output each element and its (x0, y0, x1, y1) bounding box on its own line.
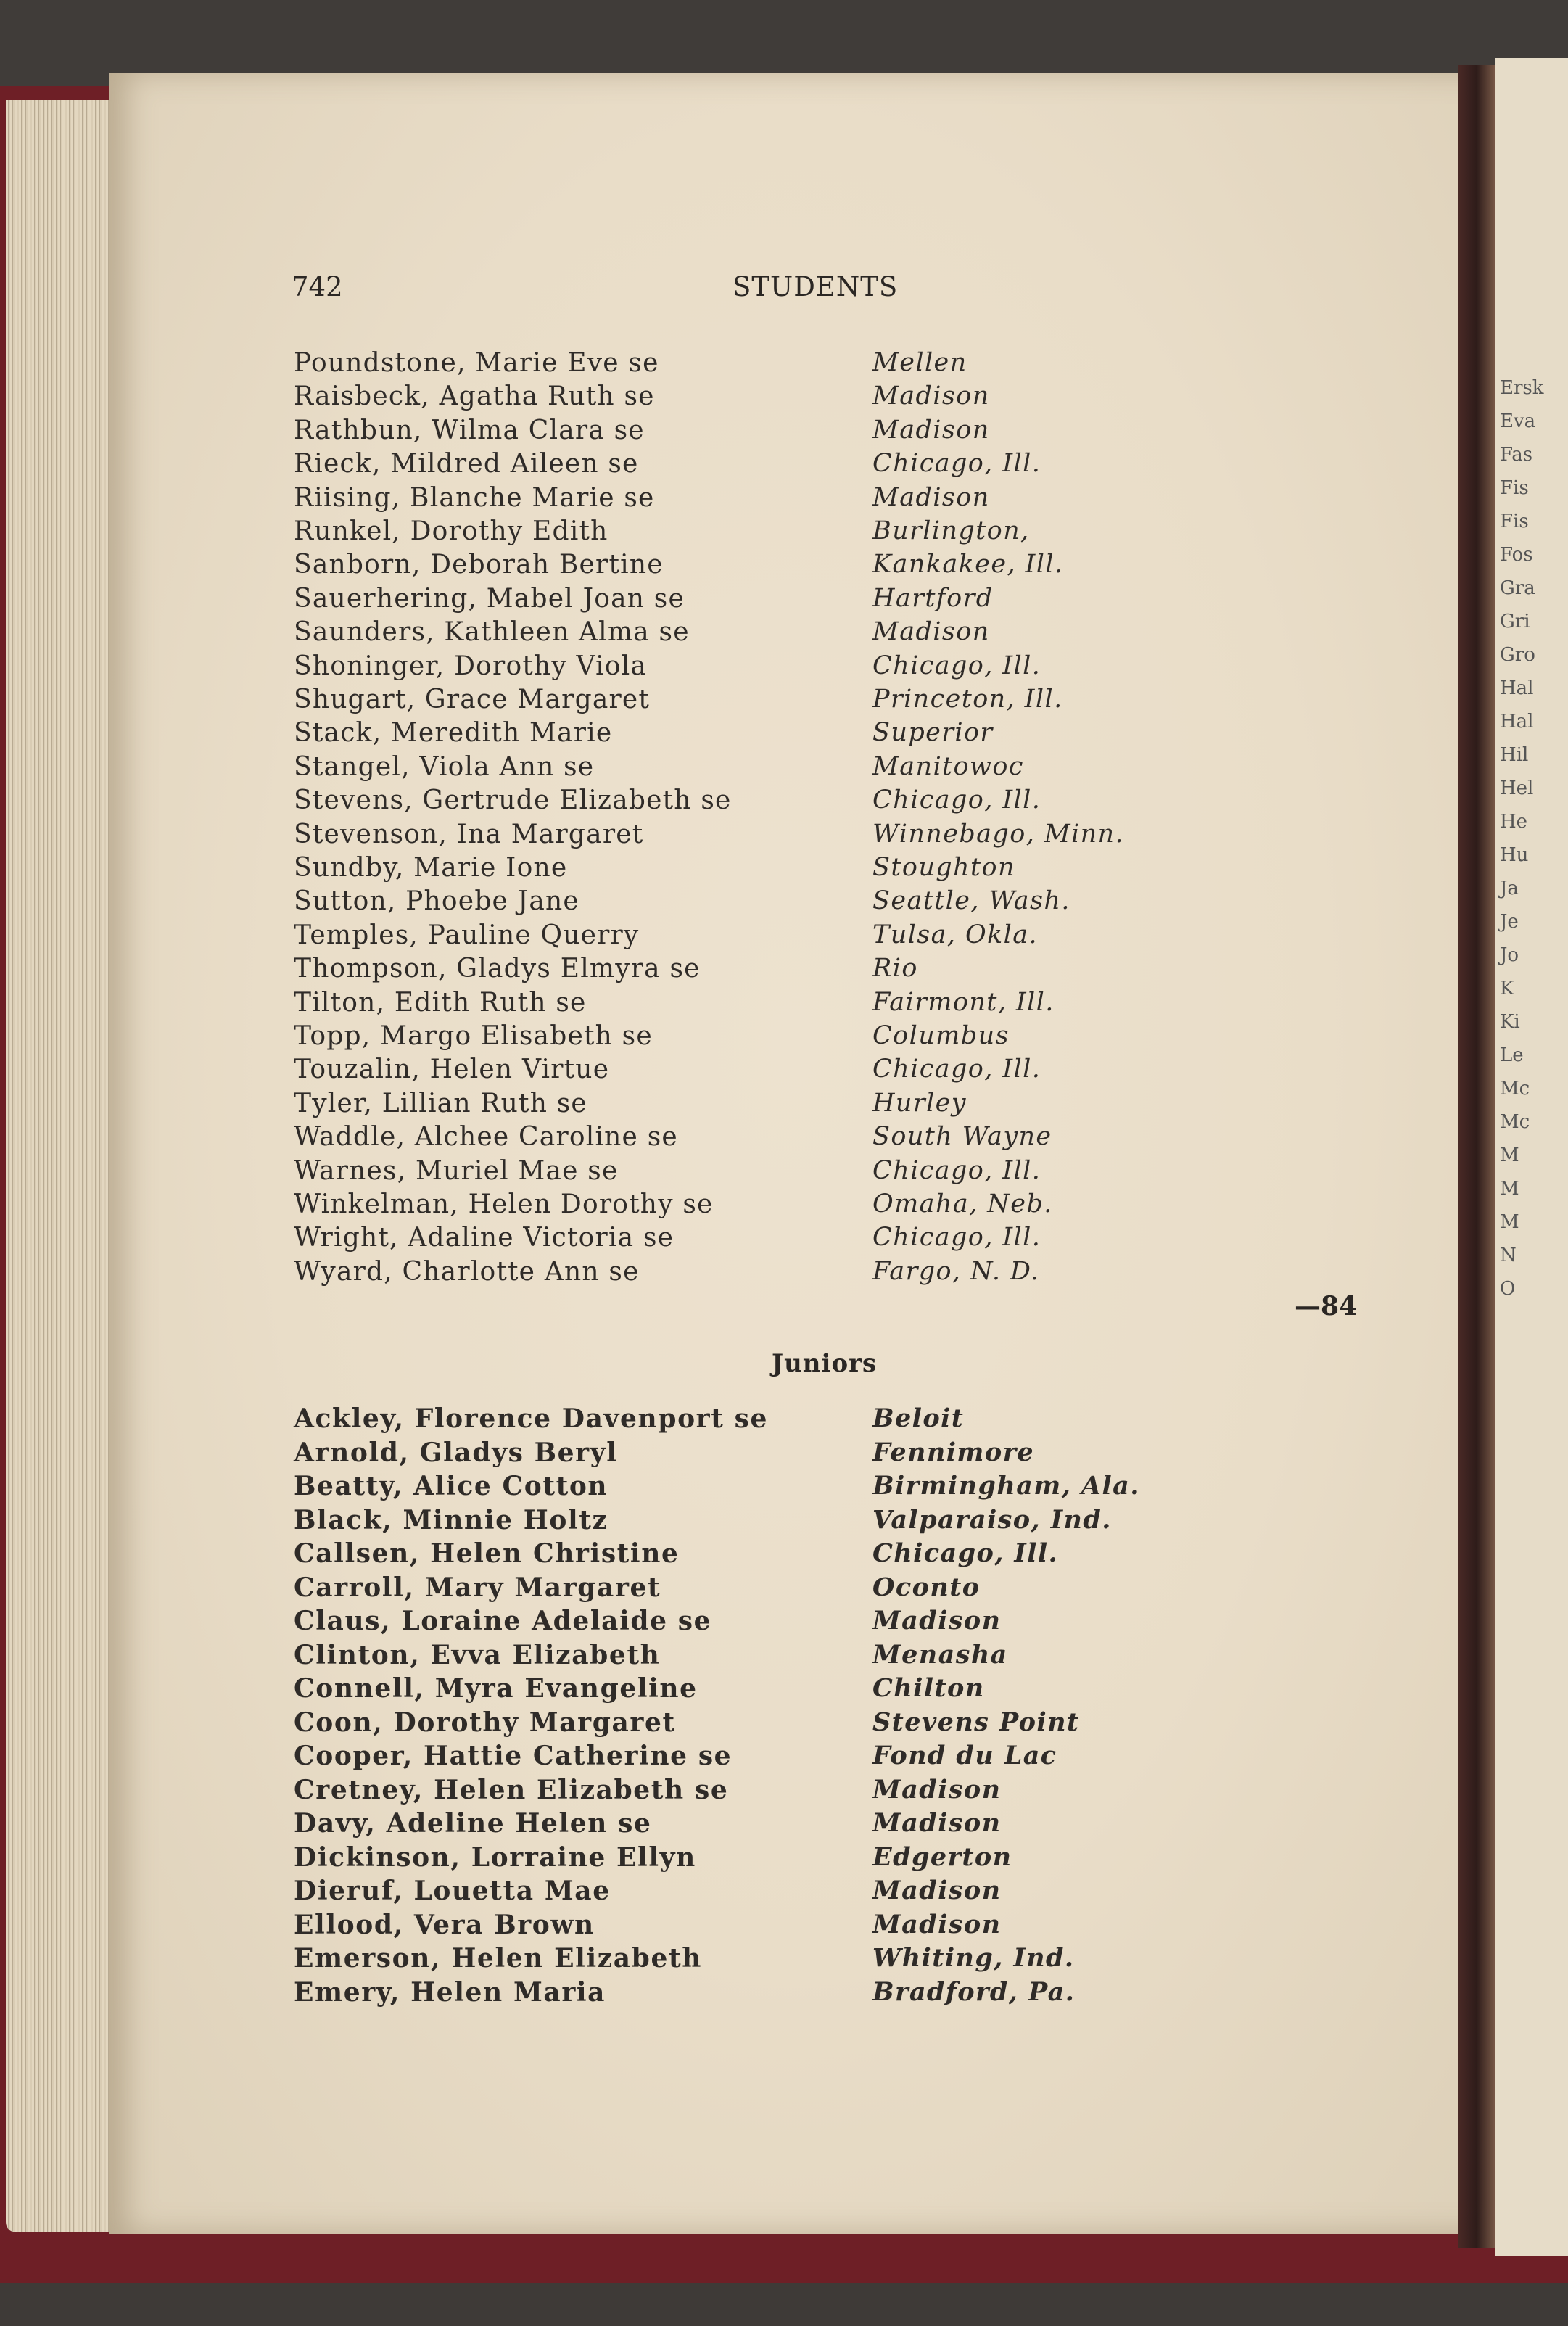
student-name: Arnold, Gladys Beryl (294, 1437, 618, 1468)
student-entry (0, 1640, 1233, 1673)
student-hometown: Fargo, N. D. (872, 1256, 1040, 1286)
student-name: Sanborn, Deborah Bertine (294, 550, 664, 580)
student-hometown: South Wayne (872, 1122, 1052, 1152)
student-hometown: Superior (872, 718, 994, 748)
student-entry (0, 1505, 1233, 1538)
student-entry (0, 1572, 1233, 1606)
student-name: Topp, Margo Elisabeth se (294, 1021, 653, 1051)
facing-page-fragment: M (1500, 1145, 1519, 1166)
student-entry (0, 1021, 1233, 1055)
facing-page-fragment: Mc (1500, 1111, 1530, 1133)
student-entry (0, 886, 1233, 920)
facing-page-fragment: Gra (1500, 577, 1535, 599)
student-entry (0, 1842, 1233, 1876)
student-name: Raisbeck, Agatha Ruth se (294, 382, 655, 412)
student-hometown: Madison (872, 382, 990, 411)
student-entry (0, 416, 1233, 449)
student-name: Stevenson, Ina Margaret (294, 819, 644, 849)
student-name: Dickinson, Lorraine Ellyn (294, 1842, 696, 1873)
facing-page-fragment: Hil (1500, 744, 1529, 766)
student-name: Sutton, Phoebe Jane (294, 886, 579, 917)
running-title: STUDENTS (733, 271, 899, 302)
student-hometown: Kankakee, Ill. (872, 550, 1064, 580)
facing-page-fragment: Hal (1500, 711, 1534, 733)
student-hometown: Fond du Lac (872, 1741, 1057, 1770)
student-entry (0, 1707, 1233, 1741)
student-entry (0, 1403, 1233, 1437)
student-name: Winkelman, Helen Dorothy se (294, 1189, 714, 1219)
student-name: Wyard, Charlotte Ann se (294, 1256, 640, 1287)
student-entry (0, 584, 1233, 617)
student-hometown: Beloit (872, 1403, 965, 1433)
facing-page-fragment: He (1500, 811, 1528, 833)
student-entry (0, 685, 1233, 718)
facing-page-fragment: Ersk (1500, 377, 1544, 399)
student-name: Clinton, Evva Elizabeth (294, 1639, 661, 1670)
student-name: Davy, Adeline Helen se (294, 1808, 652, 1839)
student-name: Stevens, Gertrude Elizabeth se (294, 785, 732, 816)
student-hometown: Madison (872, 1774, 1002, 1805)
student-name: Emery, Helen Maria (294, 1976, 606, 2008)
student-hometown: Fennimore (872, 1437, 1035, 1467)
page-number: 742 (292, 271, 343, 302)
student-entry (0, 1089, 1233, 1122)
facing-page-fragment: M (1500, 1178, 1519, 1200)
student-name: Cooper, Hattie Catherine se (294, 1741, 733, 1771)
student-name: Cretney, Helen Elizabeth se (294, 1774, 729, 1805)
student-name: Beatty, Alice Cotton (294, 1471, 608, 1501)
facing-page-fragment: Fis (1500, 477, 1529, 499)
student-hometown: Chicago, Ill. (872, 1055, 1041, 1084)
student-hometown: Chicago, Ill. (872, 1223, 1041, 1253)
student-hometown: Chicago, Ill. (872, 651, 1041, 680)
student-hometown: Whiting, Ind. (872, 1943, 1075, 1973)
student-entry (0, 516, 1233, 550)
student-entry (0, 785, 1233, 819)
student-hometown: Tulsa, Okla. (872, 920, 1039, 949)
facing-page-fragment: K (1500, 978, 1514, 999)
student-entry (0, 718, 1233, 751)
student-hometown: Edgerton (872, 1842, 1012, 1872)
facing-page-fragment: Hal (1500, 677, 1534, 699)
book-gutter (1458, 65, 1495, 2248)
facing-page-fragment: Hel (1500, 778, 1534, 799)
student-hometown: Madison (872, 482, 990, 512)
student-name: Temples, Pauline Querry (294, 920, 640, 950)
student-entry (0, 1606, 1233, 1639)
student-hometown: Chicago, Ill. (872, 1538, 1059, 1568)
student-hometown: Menasha (872, 1639, 1008, 1670)
student-entry (0, 1876, 1233, 1909)
student-name: Shugart, Grace Margaret (294, 685, 651, 714)
running-head (0, 271, 1568, 306)
student-hometown: Madison (872, 1909, 1002, 1939)
student-name: Tyler, Lillian Ruth se (294, 1088, 587, 1118)
student-entry (0, 1156, 1233, 1189)
student-hometown: Chicago, Ill. (872, 449, 1041, 479)
student-hometown: Bradford, Pa. (872, 1976, 1076, 2007)
facing-page-fragment: Fis (1500, 511, 1529, 532)
student-name: Wright, Adaline Victoria se (294, 1223, 674, 1253)
student-hometown: Madison (872, 617, 990, 647)
student-entry (0, 1741, 1233, 1774)
student-entry (0, 1257, 1233, 1290)
student-entry (0, 1122, 1233, 1155)
student-hometown: Princeton, Ill. (872, 685, 1063, 714)
student-name: Dieruf, Louetta Mae (294, 1876, 611, 1906)
student-name: Ellood, Vera Brown (294, 1909, 595, 1940)
student-hometown: Oconto (872, 1572, 981, 1602)
student-entry (0, 550, 1233, 583)
facing-page-fragment: Fas (1500, 444, 1533, 466)
student-hometown: Winnebago, Minn. (872, 819, 1124, 849)
facing-page-fragment: Fos (1500, 544, 1533, 566)
student-entry (0, 1438, 1233, 1471)
student-hometown: Rio (872, 954, 918, 983)
student-hometown: Chicago, Ill. (872, 1155, 1041, 1185)
student-entry (0, 1471, 1233, 1504)
student-entry (0, 1943, 1233, 1976)
facing-page-fragment: M (1500, 1211, 1519, 1233)
student-hometown: Chilton (872, 1673, 985, 1703)
student-hometown: Hurley (872, 1088, 967, 1118)
student-name: Shoninger, Dorothy Viola (294, 651, 648, 681)
facing-page-fragment: Je (1500, 911, 1519, 933)
student-name: Riising, Blanche Marie se (294, 482, 655, 513)
student-entry (0, 348, 1233, 382)
student-hometown: Fairmont, Ill. (872, 987, 1055, 1017)
student-name: Tilton, Edith Ruth se (294, 987, 587, 1018)
student-entry (0, 1775, 1233, 1808)
facing-page-fragment: Gri (1500, 611, 1530, 632)
student-name: Rieck, Mildred Aileen se (294, 449, 639, 479)
facing-page-fragment: Eva (1500, 411, 1536, 432)
student-name: Carroll, Mary Margaret (294, 1572, 661, 1603)
student-name: Ackley, Florence Davenport se (294, 1403, 768, 1434)
student-name: Waddle, Alchee Caroline se (294, 1122, 678, 1152)
student-name: Saunders, Kathleen Alma se (294, 617, 690, 648)
student-name: Thompson, Gladys Elmyra se (294, 954, 701, 984)
student-entry (0, 988, 1233, 1021)
student-hometown: Madison (872, 1808, 1002, 1838)
student-hometown: Madison (872, 1876, 1002, 1905)
student-entry (0, 382, 1233, 415)
student-entry (0, 1055, 1233, 1088)
student-name: Connell, Myra Evangeline (294, 1673, 698, 1704)
facing-page-fragment: Le (1500, 1044, 1524, 1066)
student-name: Poundstone, Marie Eve se (294, 348, 659, 378)
student-hometown: Seattle, Wash. (872, 886, 1070, 916)
student-name: Rathbun, Wilma Clara se (294, 415, 645, 445)
student-name: Callsen, Helen Christine (294, 1538, 680, 1569)
student-hometown: Madison (872, 1606, 1002, 1636)
facing-page (1495, 58, 1568, 2256)
student-entry (0, 1538, 1233, 1572)
student-entry (0, 1189, 1233, 1223)
student-entry (0, 752, 1233, 785)
section-heading-juniors: Juniors (772, 1349, 878, 1378)
student-hometown: Madison (872, 415, 990, 445)
student-entry (0, 1977, 1233, 2010)
student-hometown: Birmingham, Ala. (872, 1471, 1140, 1501)
section-count: —84 (1295, 1291, 1358, 1321)
student-name: Claus, Loraine Adelaide se (294, 1606, 712, 1636)
student-entry (0, 1808, 1233, 1842)
facing-page-fragment: Jo (1500, 944, 1519, 966)
facing-page-fragment: O (1500, 1278, 1516, 1300)
student-hometown: Burlington, (872, 516, 1030, 545)
facing-page-fragment: Gro (1500, 644, 1535, 666)
student-name: Touzalin, Helen Virtue (294, 1055, 610, 1085)
student-name: Stangel, Viola Ann se (294, 751, 595, 782)
facing-page-fragment: Ja (1500, 878, 1519, 899)
student-hometown: Chicago, Ill. (872, 785, 1041, 815)
student-name: Sundby, Marie Ione (294, 853, 568, 883)
student-hometown: Valparaiso, Ind. (872, 1504, 1112, 1535)
student-entry (0, 820, 1233, 853)
student-entry (0, 954, 1233, 987)
student-entry (0, 449, 1233, 482)
student-hometown: Manitowoc (872, 751, 1024, 781)
student-name: Emerson, Helen Elizabeth (294, 1943, 702, 1974)
student-name: Runkel, Dorothy Edith (294, 516, 608, 546)
student-entry (0, 1673, 1233, 1707)
facing-page-fragment: Mc (1500, 1078, 1530, 1100)
facing-page-fragment: N (1500, 1245, 1517, 1266)
student-entry (0, 1910, 1233, 1943)
facing-page-fragment: Ki (1500, 1011, 1520, 1033)
student-name: Black, Minnie Holtz (294, 1504, 608, 1535)
student-hometown: Omaha, Neb. (872, 1189, 1053, 1218)
student-entry (0, 483, 1233, 516)
student-entry (0, 920, 1233, 954)
student-hometown: Stevens Point (872, 1707, 1080, 1737)
student-entry (0, 1223, 1233, 1256)
student-entry (0, 651, 1233, 685)
student-entry (0, 853, 1233, 886)
student-name: Sauerhering, Mabel Joan se (294, 583, 685, 614)
student-name: Stack, Meredith Marie (294, 718, 613, 748)
student-name: Coon, Dorothy Margaret (294, 1707, 676, 1738)
student-entry (0, 617, 1233, 651)
student-name: Warnes, Muriel Mae se (294, 1155, 619, 1186)
student-hometown: Stoughton (872, 853, 1015, 882)
facing-page-fragment: Hu (1500, 844, 1529, 866)
student-hometown: Mellen (872, 348, 967, 377)
student-hometown: Hartford (872, 583, 994, 613)
student-hometown: Columbus (872, 1021, 1010, 1050)
